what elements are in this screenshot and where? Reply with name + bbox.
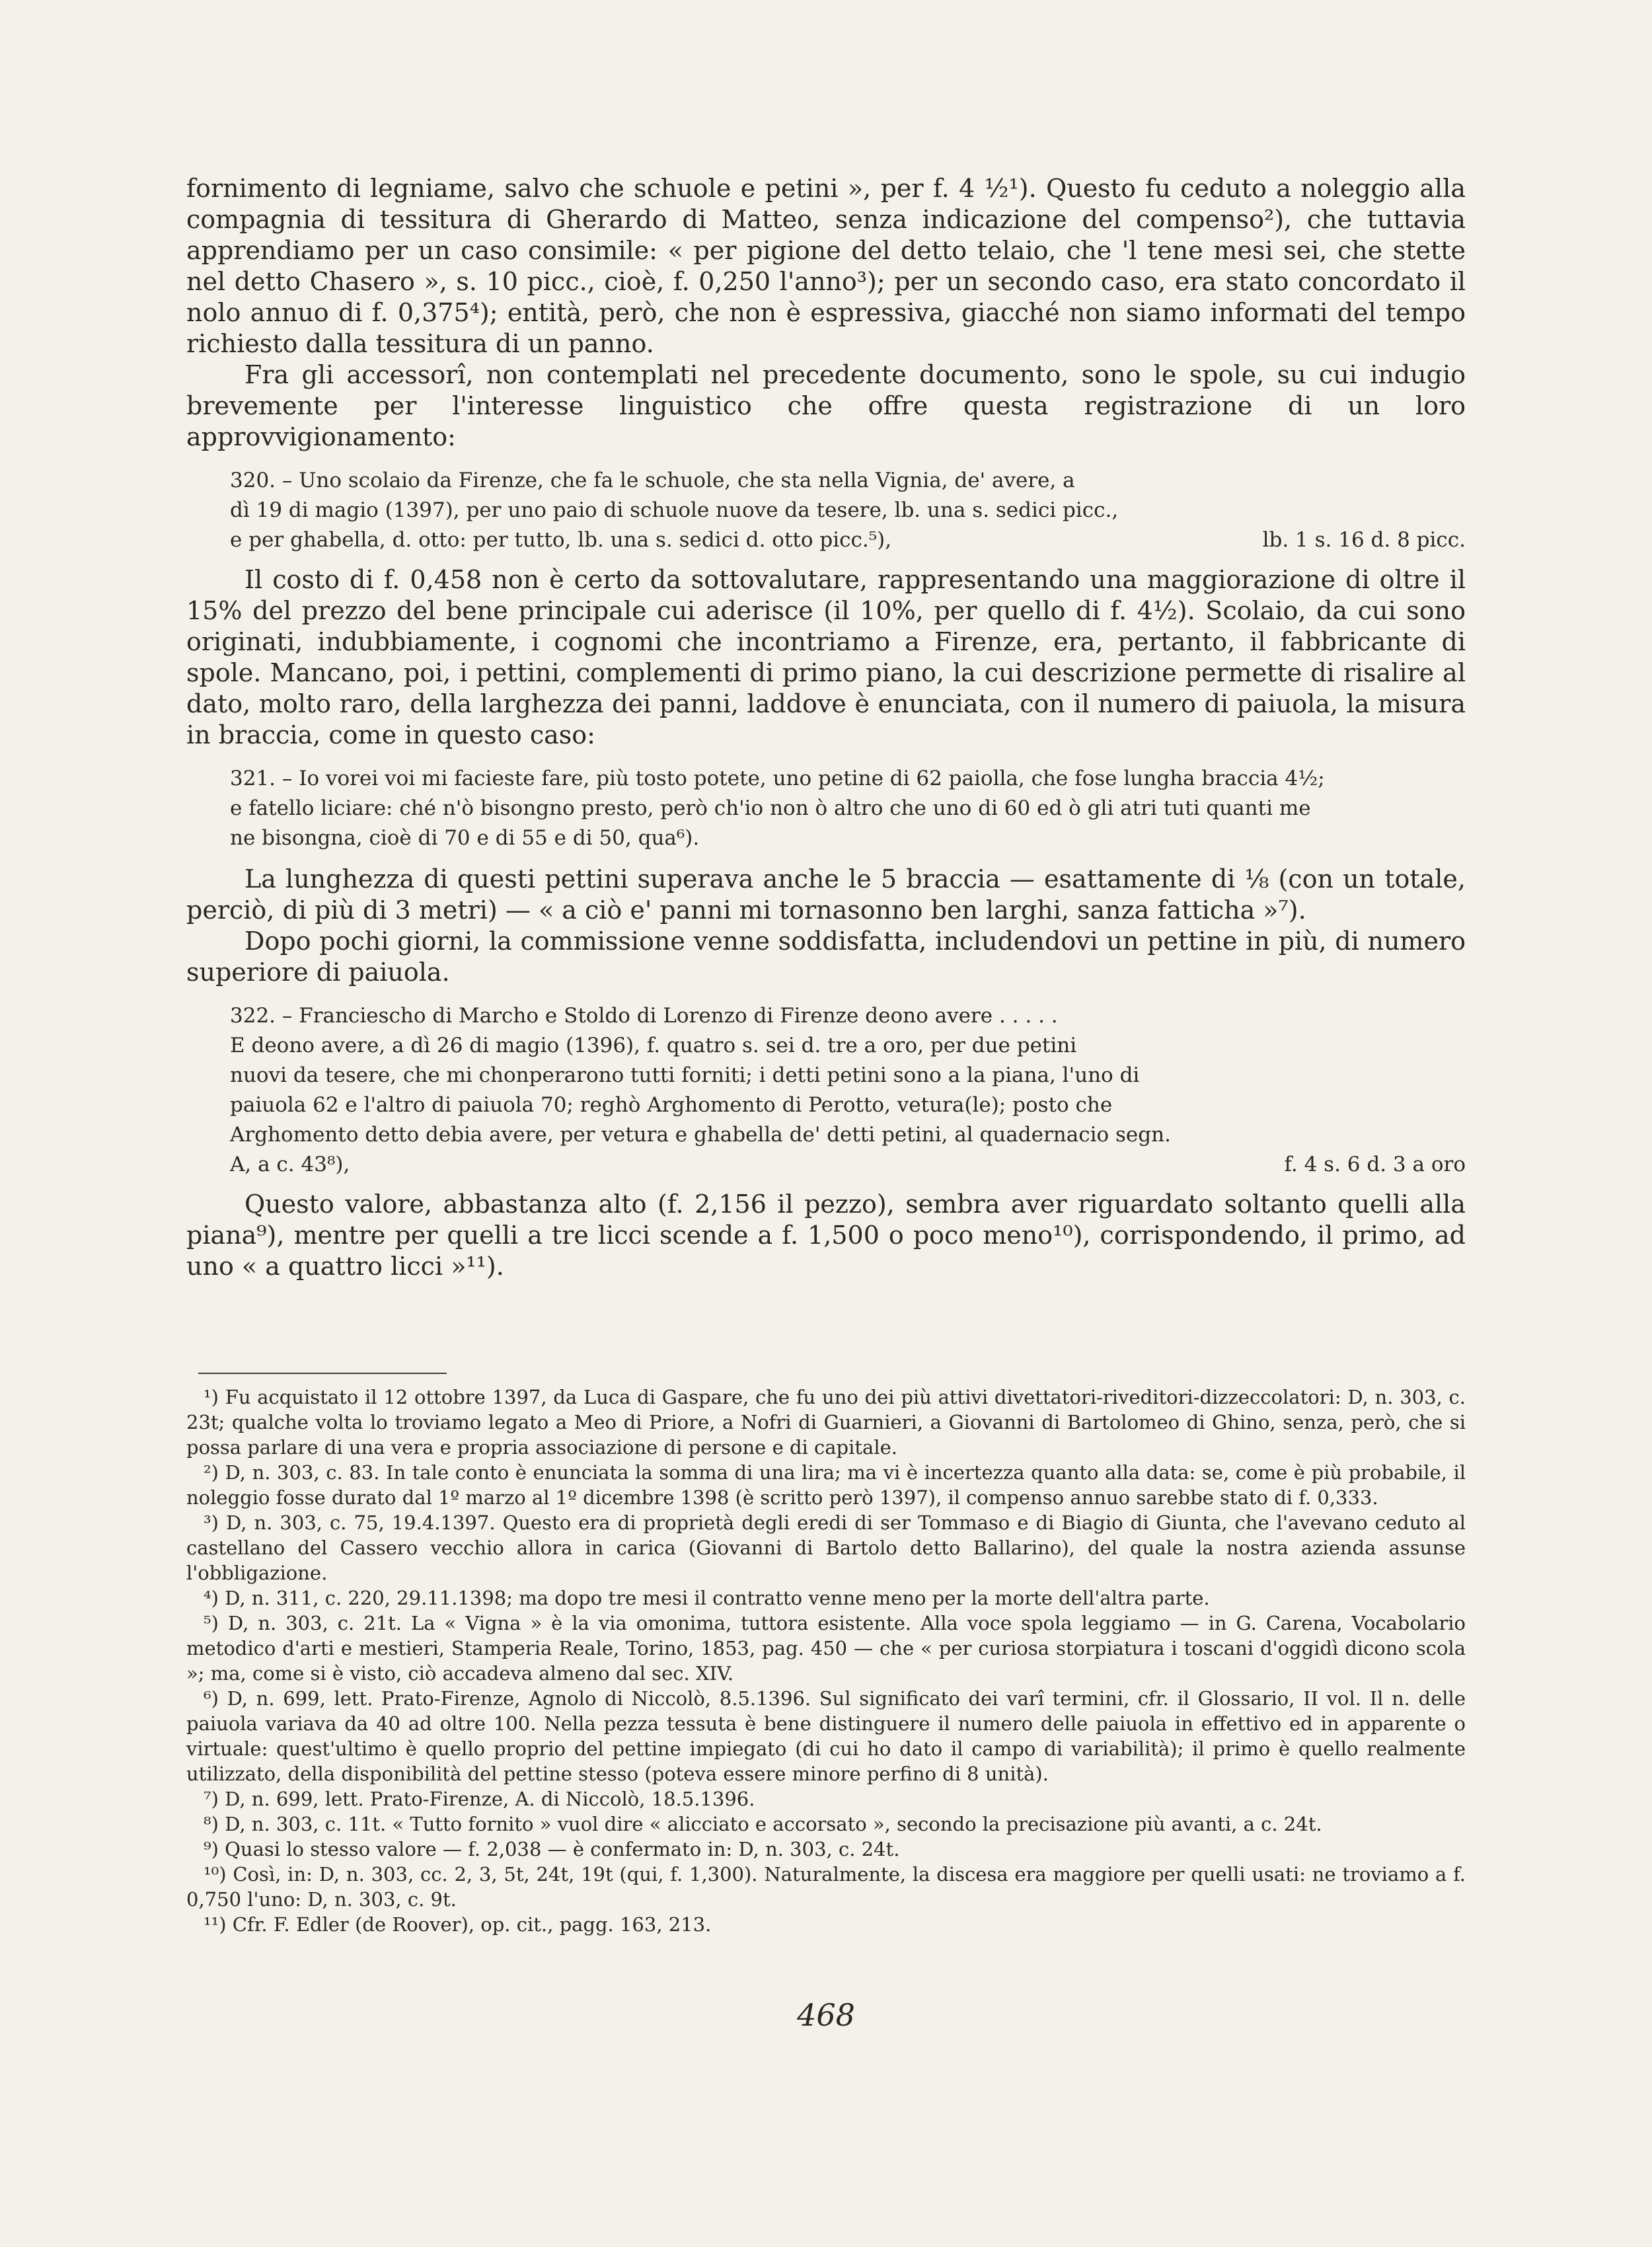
footnote-10: ¹⁰) Così, in: D, n. 303, cc. 2, 3, 5t, 24t, 19t (qui, f. 1,300). Naturalmente, la discesa era maggiore per quelli usati: ne troviamo a f. 0,750 l'uno: D, n. 303, c. 9t.: [186, 1863, 1466, 1911]
footnote-6: ⁶) D, n. 699, lett. Prato-Firenze, Agnolo di Niccolò, 8.5.1396. Sul significato dei varî termini, cfr. il Glossario, II vol. Il n. delle paiuola variava da 40 ad oltre 100. Nella pezza tessuta è bene distinguere il numero delle paiuola in effettivo ed in apparente o virtuale: quest'ultimo è quello proprio del pettine impiegato (di cui ho dato il campo di variabilità); il primo è quello realmente utilizzato, della disponibilità del pettine stesso (poteva essere minore perfino di 8 unità).: [186, 1687, 1466, 1785]
paragraph-3: Il costo di f. 0,458 non è certo da sottovalutare, rappresentando una maggiorazione di oltre il 15% del prezzo del bene principale cui aderisce (il 10%, per quello di f. 4½). Scolaio, da cui sono originati, indubbiamente, i cognomi che incontriamo a Firenze, era, pertanto, il fabbricante di spole. Mancano, poi, i pettini, complementi di primo piano, la cui descrizione permette di risalire al dato, molto raro, della larghezza dei panni, laddove è enunciata, con il numero di paiuola, la misura in braccia, come in questo caso:: [186, 565, 1466, 749]
quote-320-line-3-text: e per ghabella, d. otto: per tutto, lb. una s. sedici d. otto picc.⁵),: [230, 528, 892, 552]
quotation-321: [230, 764, 1466, 853]
main-text: [186, 173, 1466, 1282]
footnote-7: ⁷) D, n. 699, lett. Prato-Firenze, A. di Niccolò, 18.5.1396.: [204, 1788, 755, 1810]
quote-322-line-4: paiuola 62 e l'altro di paiuola 70; reghò Arghomento di Perotto, vetura(le); posto che: [230, 1093, 1113, 1117]
footnote-4: ⁴) D, n. 311, c. 220, 29.11.1398; ma dopo tre mesi il contratto venne meno per la morte dell'altra parte.: [204, 1587, 1210, 1609]
quote-321-line-2: e fatello liciare: ché n'ò bisongno presto, però ch'io non ò altro che uno di 60 ed ò gli atri tuti quanti me: [230, 796, 1311, 820]
quote-321-line-1: 321. – Io vorei voi mi facieste fare, più tosto potete, uno petine di 62 paiolla, che fose lungha braccia 4½;: [230, 767, 1325, 790]
quote-320-line-2: dì 19 di magio (1397), per uno paio di schuole nuove da tesere, lb. una s. sedici picc.,: [230, 498, 1119, 522]
quote-322-line-6: [230, 1150, 1466, 1180]
paragraph-4: La lunghezza di questi pettini superava anche le 5 braccia — esattamente di ⅛ (con un totale, perciò, di più di 3 metri) — « a ciò e' panni mi tornasonno ben larghi, sanza fatticha »⁷).: [186, 864, 1466, 925]
paragraph-2: Fra gli accessorî, non contemplati nel precedente documento, sono le spole, su cui indugio brevemente per l'interesse linguistico che offre questa registrazione di un loro approvvigionamento:: [186, 360, 1466, 451]
quotation-322: [230, 1001, 1466, 1180]
quote-322-line-6-text: A, a c. 43⁸),: [230, 1153, 350, 1176]
quote-322-line-3: nuovi da tesere, che mi chonperarono tutti forniti; i detti petini sono a la piana, l'uno di: [230, 1063, 1140, 1087]
footnote-divider: [198, 1373, 447, 1374]
quote-320-line-1: 320. – Uno scolaio da Firenze, che fa le schuole, che sta nella Vignia, de' avere, a: [230, 469, 1075, 492]
quotation-320: [230, 466, 1466, 555]
footnote-11: ¹¹) Cfr. F. Edler (de Roover), op. cit., pagg. 163, 213.: [204, 1913, 712, 1936]
quote-322-amount: f. 4 s. 6 d. 3 a oro: [1284, 1153, 1466, 1176]
paragraph-5: Dopo pochi giorni, la commissione venne soddisfatta, includendovi un pettine in più, di numero superiore di paiuola.: [186, 927, 1466, 987]
quote-322-line-1: 322. – Francieschо di Marcho e Stoldo di Lorenzo di Firenze deono avere . . . . .: [230, 1004, 1058, 1028]
quote-320-line-3: [230, 525, 1466, 555]
footnote-9: ⁹) Quasi lo stesso valore — f. 2,038 — è confermato in: D, n. 303, c. 24t.: [204, 1838, 900, 1860]
footnote-3: ³) D, n. 303, c. 75, 19.4.1397. Questo era di proprietà degli eredi di ser Tommaso e di Biagio di Giunta, che l'avevano ceduto al castellano del Cassero vecchio allora in carica (Giovanni di Bartolo detto Ballarino), del quale la nostra azienda assunse l'obbligazione.: [186, 1511, 1466, 1584]
footnotes: [186, 1385, 1466, 1937]
quote-322-line-2: E deono avere, a dì 26 di magio (1396), f. quatro s. sei d. tre a oro, per due petini: [230, 1034, 1077, 1057]
quote-320-amount: lb. 1 s. 16 d. 8 picc.: [1262, 528, 1466, 552]
page-number: 468: [797, 1997, 855, 2033]
quote-321-line-3: ne bisongna, cioè di 70 e di 55 e di 50, qua⁶).: [230, 826, 700, 850]
footnote-1: ¹) Fu acquistato il 12 ottobre 1397, da Luca di Gaspare, che fu uno dei più attivi divettatori-riveditori-dizzeccolatori: D, n. 303, c. 23t; qualche volta lo troviamo legato a Meo di Priore, a Nofri di Guarnieri, a Giovanni di Bartolomeo di Ghino, senza, però, che si possa parlare di una vera e propria associazione di persone e di capitale.: [186, 1386, 1466, 1459]
footnote-8: ⁸) D, n. 303, c. 11t. « Tutto fornito » vuol dire « alicciato e accorsato », secondo la precisazione più avanti, a c. 24t.: [204, 1813, 1322, 1835]
paragraph-6: Questo valore, abbastanza alto (f. 2,156 il pezzo), sembra aver riguardato soltanto quelli alla piana⁹), mentre per quelli a tre licci scende a f. 1,500 o poco meno¹⁰), corrispondendo, il primo, ad uno « a quattro licci »¹¹).: [186, 1190, 1466, 1281]
paragraph-1: fornimento di legniame, salvo che schuole e petini », per f. 4 ½¹). Questo fu ceduto a noleggio alla compagnia di tessitura di Gherardo di Matteo, senza indicazione del compenso²), che tuttavia apprendiamo per un caso consimile: « per pigione del detto telaio, che 'l tene mesi sei, che stette nel detto Chasero », s. 10 picc., cioè, f. 0,250 l'anno³); per un secondo caso, era stato concordato il nolo annuo di f. 0,375⁴); entità, però, che non è espressiva, giacché non siamo informati del tempo richiesto dalla tessitura di un panno.: [186, 174, 1466, 358]
footnote-2: ²) D, n. 303, c. 83. In tale conto è enunciata la somma di una lira; ma vi è incertezza quanto alla data: se, come è più probabile, il noleggio fosse durato dal 1º marzo al 1º dicembre 1398 (è scritto però 1397), il compenso annuo sarebbe stato di f. 0,333.: [186, 1461, 1466, 1509]
quote-322-line-5: Arghomento detto debia avere, per vetura e ghabella de' detti petini, al quadernacio segn.: [230, 1123, 1171, 1147]
footnote-5: ⁵) D, n. 303, c. 21t. La « Vigna » è la via omonima, tuttora esistente. Alla voce spola leggiamo — in G. Carena, Vocabolario metodico d'arti e mestieri, Stamperia Reale, Torino, 1853, pag. 450 — che « per curiosa storpiatura i toscani d'oggidì dicono scola »; ma, come si è visto, ciò accadeva almeno dal sec. XIV.: [186, 1612, 1466, 1685]
